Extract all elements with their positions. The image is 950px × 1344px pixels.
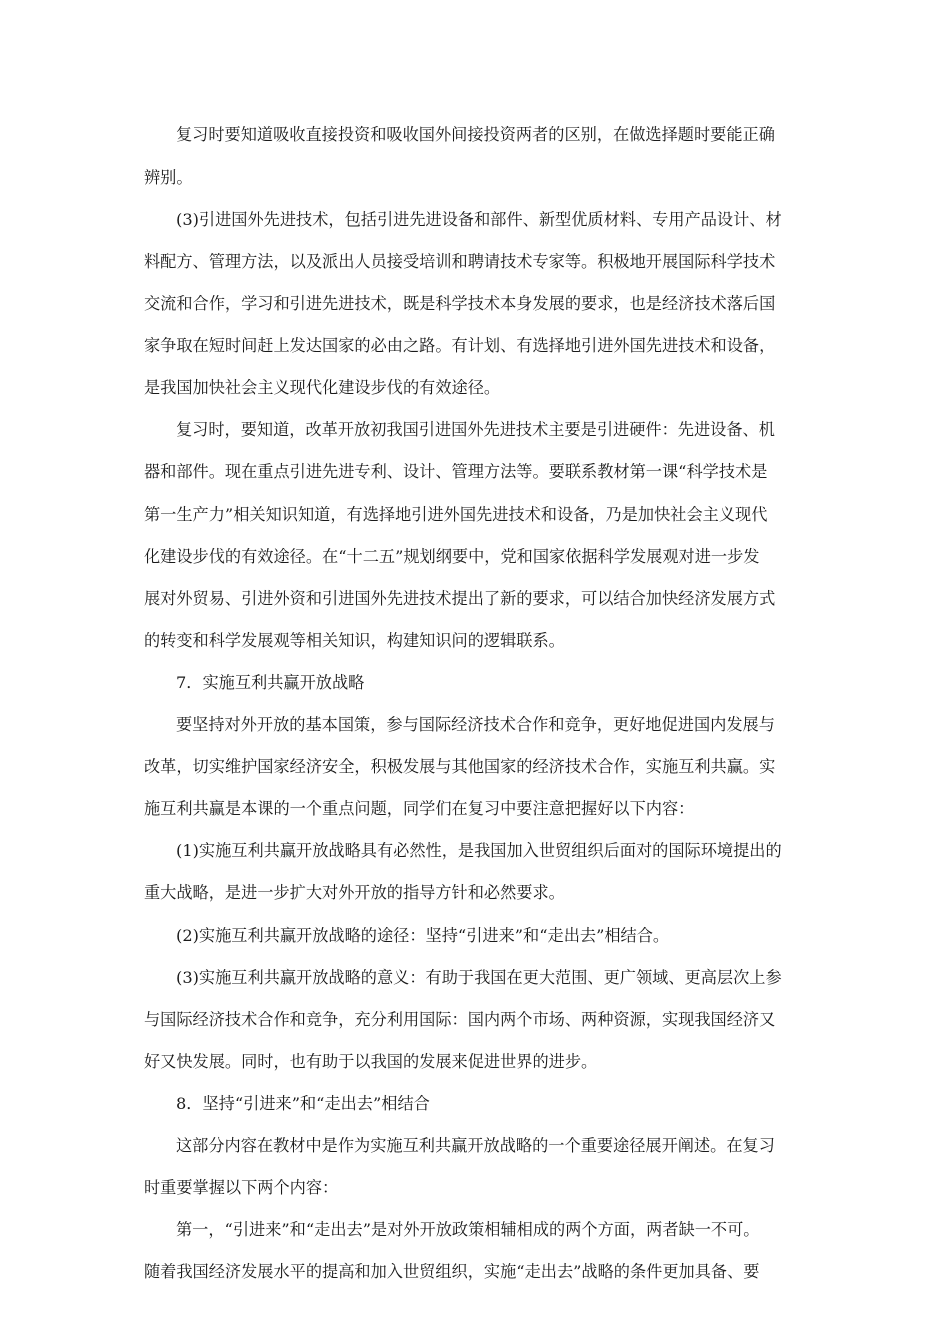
body-text-line: 第一生产力”相关知识知道，有选择地引进外国先进技术和设备，乃是加快社会主义现代 (144, 505, 768, 524)
body-text-line: 料配方、管理方法，以及派出人员接受培训和聘请技术专家等。积极地开展国际科学技术 (144, 252, 776, 271)
body-text-line: (3)实施互利共赢开放战略的意义：有助于我国在更大范围、更广领域、更高层次上参 (176, 968, 782, 987)
body-text-line: 重大战略，是进一步扩大对外开放的指导方针和必然要求。 (144, 883, 565, 902)
body-text-line: 交流和合作，学习和引进先进技术，既是科学技术本身发展的要求，也是经济技术落后国 (144, 294, 776, 313)
body-text-line: 与国际经济技术合作和竞争，充分利用国际：国内两个市场、两种资源，实现我国经济又 (144, 1010, 776, 1029)
body-text-line: 第一，“引进来”和“走出去”是对外开放政策相辅相成的两个方面，两者缺一不可。 (176, 1220, 760, 1239)
body-text-line: 改革，切实维护国家经济安全，积极发展与其他国家的经济技术合作，实施互利共赢。实 (144, 757, 776, 776)
body-text-line: 随着我国经济发展水平的提高和加入世贸组织，实施“走出去”战略的条件更加具备、要 (144, 1262, 760, 1281)
body-text-line: 辨别。 (144, 168, 193, 187)
body-text-line: 家争取在短时间赶上发达国家的必由之路。有计划、有选择地引进外国先进技术和设备， (144, 336, 776, 355)
body-text-line: 时重要掌握以下两个内容： (144, 1178, 339, 1197)
section-heading: 8．坚持“引进来”和“走出去”相结合 (176, 1094, 430, 1113)
body-text-line: 展对外贸易、引进外资和引进国外先进技术提出了新的要求，可以结合加快经济发展方式 (144, 589, 776, 608)
body-text-line: 复习时，要知道，改革开放初我国引进国外先进技术主要是引进硬件：先进设备、机 (176, 420, 775, 439)
body-text-line: 要坚持对外开放的基本国策，参与国际经济技术合作和竞争，更好地促进国内发展与 (176, 715, 775, 734)
body-text-line: 好又快发展。同时，也有助于以我国的发展来促进世界的进步。 (144, 1052, 598, 1071)
body-text-line: (1)实施互利共赢开放战略具有必然性，是我国加入世贸组织后面对的国际环境提出的 (176, 841, 782, 860)
body-text-line: 复习时要知道吸收直接投资和吸收国外间接投资两者的区别，在做选择题时要能正确 (176, 125, 775, 144)
body-text-line: 这部分内容在教材中是作为实施互利共赢开放战略的一个重要途径展开阐述。在复习 (176, 1136, 775, 1155)
body-text-line: 施互利共赢是本课的一个重点问题，同学们在复习中要注意把握好以下内容： (144, 799, 695, 818)
body-text-line: 器和部件。现在重点引进先进专利、设计、管理方法等。要联系教材第一课“科学技术是 (144, 462, 768, 481)
body-text-line: (2)实施互利共赢开放战略的途径：坚持“引进来”和“走出去”相结合。 (176, 926, 670, 945)
body-text-line: 化建设步伐的有效途径。在“十二五”规划纲要中，党和国家依据科学发展观对进一步发 (144, 547, 760, 566)
section-heading: 7．实施互利共赢开放战略 (176, 673, 365, 692)
body-text-line: (3)引进国外先进技术，包括引进先进设备和部件、新型优质材料、专用产品设计、材 (176, 210, 782, 229)
body-text-line: 是我国加快社会主义现代化建设步伐的有效途径。 (144, 378, 501, 397)
body-text-line: 的转变和科学发展观等相关知识，构建知识问的逻辑联系。 (144, 631, 565, 650)
